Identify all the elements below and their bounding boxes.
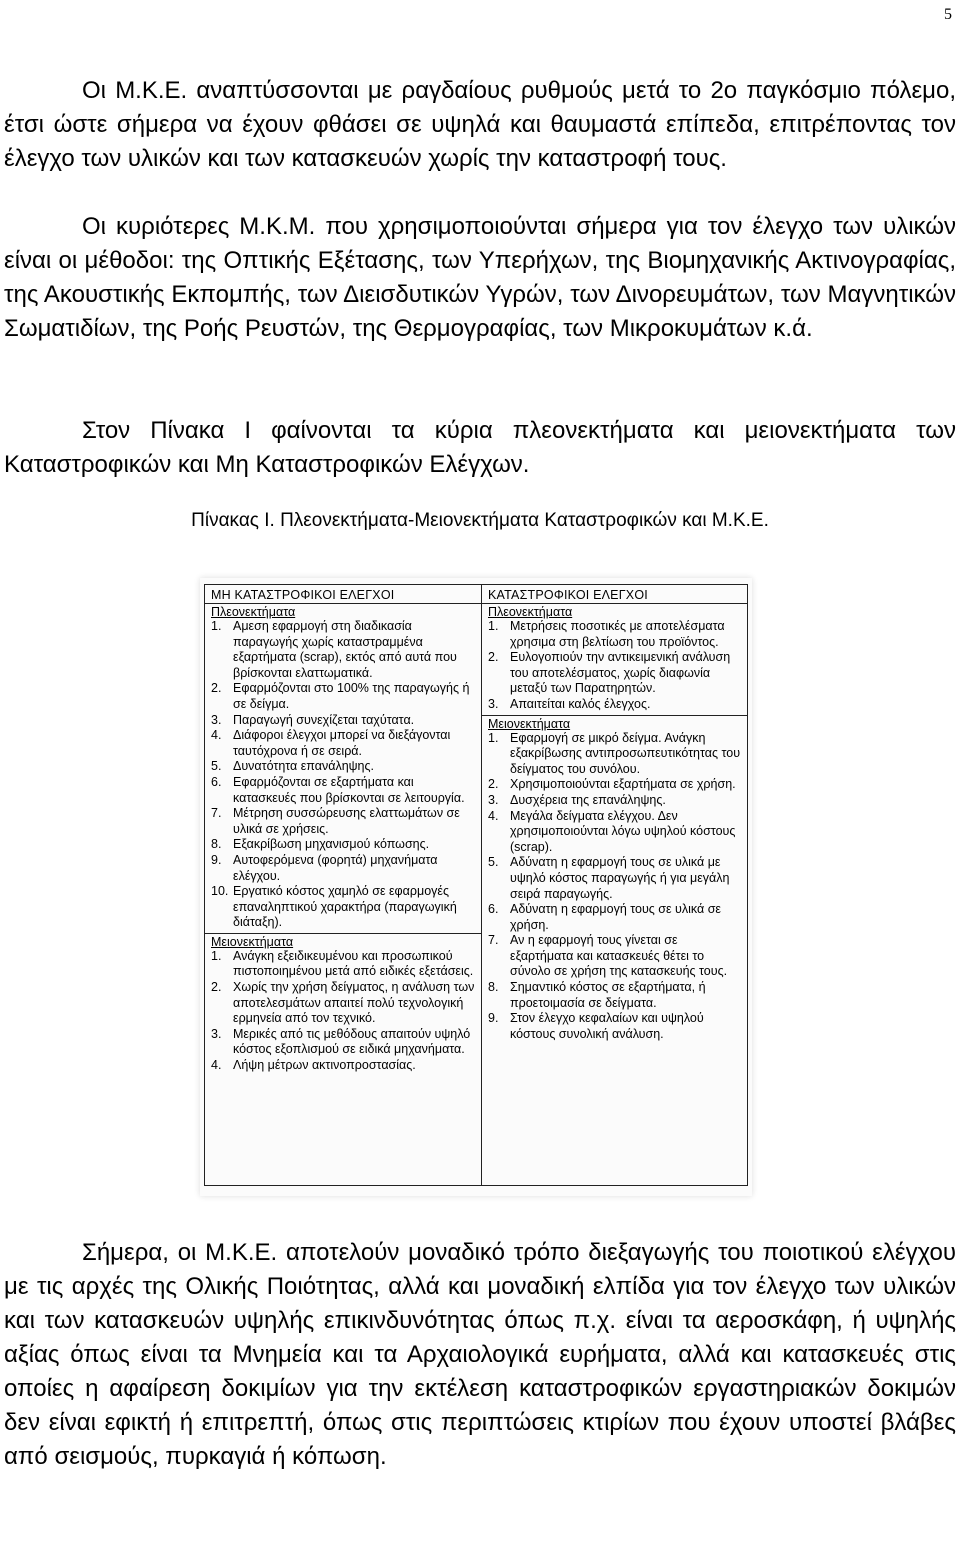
dt-header: ΚΑΤΑΣΤΡΟΦΙΚΟΙ ΕΛΕΓΧΟΙ bbox=[482, 585, 747, 604]
list-item bbox=[211, 980, 475, 1027]
item-number: 6. bbox=[211, 774, 222, 789]
item-text: Εφαρμόζονται στο 100% της παραγωγής ή σε δείγμα. bbox=[233, 681, 470, 711]
item-number: 8. bbox=[211, 837, 222, 852]
item-text: Αν η εφαρμογή τους γίνεται σε εξαρτήματα και κατασκευές θέτει το σύνολο σε χρήση της κατασκευής τους. bbox=[510, 933, 728, 979]
item-text: Εφαρμογή σε μικρό δείγμα. Ανάγκη εξακρίβωσης αντιπροσωπευτικότητας του δείγματος του συνόλου. bbox=[510, 730, 741, 776]
item-text: Χρησιμοποιούνται εξαρτήματα σε χρήση. bbox=[510, 777, 736, 792]
item-number: 4. bbox=[211, 728, 222, 743]
ndt-advantages-label: Πλεονεκτήματα bbox=[211, 605, 296, 619]
list-item bbox=[488, 650, 741, 697]
dt-disadvantages-label: Μειονεκτήματα bbox=[488, 716, 571, 731]
ndt-disadvantages-list bbox=[205, 949, 481, 1074]
list-item bbox=[211, 713, 475, 729]
ndt-disadvantages-label: Μειονεκτήματα bbox=[211, 934, 294, 949]
item-text: Εξακρίβωση μηχανισμού κόπωσης. bbox=[233, 837, 430, 852]
dt-disadvantages-list bbox=[482, 731, 747, 1043]
item-number: 1. bbox=[488, 619, 499, 633]
paragraph-4-text: Σήμερα, οι Μ.Κ.Ε. αποτελούν μοναδικό τρόπο διεξαγωγής του ποιοτικού ελέγχου με τις αρχές της Ολικής Ποιότητας, αλλά και μοναδική ελπίδα για τον έλεγχο των υλικών και των κατασκευών υψηλής επικινδυνότητας όπως π.χ. είναι τα αεροσκάφη, ή υψηλής αξίας όπως είναι τα Μνημεία και τα Αρχαιολογικά ευρήματα, αλλά και κατασκευές στις οποίες η αφαίρεση δοκιμίων για την εκτέλεση καταστροφικών εργαστηριακών δοκιμών δεν είναι εφικτή ή επιτρεπτή, όπως στις περιπτώσεις κτιρίων που έχουν υποστεί βλάβες από σεισμούς, πυρκαγιά ή κόπωση. bbox=[4, 1239, 956, 1470]
list-item bbox=[211, 949, 475, 980]
scanned-table-image bbox=[200, 578, 752, 1196]
comparison-table bbox=[204, 584, 748, 1186]
list-item bbox=[211, 1027, 475, 1058]
item-text: Μερικές από τις μεθόδους απαιτούν υψηλό κόστος εξοπλισμού σε ειδικά μηχανήματα. bbox=[233, 1026, 471, 1057]
paragraph-3-text: Στον Πίνακα Ι φαίνονται τα κύρια πλεονεκτήματα και μειονεκτήματα των Καταστροφικών και Μη Καταστροφικών Ελέγχων. bbox=[4, 417, 956, 478]
item-number: 2. bbox=[211, 681, 222, 696]
item-text: Χωρίς την χρήση δείγματος, η ανάλυση των αποτελεσμάτων απαιτεί πολύ τεχνολογική ερμηνεία από τον τεχνικό. bbox=[233, 980, 475, 1026]
list-item bbox=[488, 777, 741, 793]
list-item bbox=[488, 793, 741, 809]
list-item bbox=[488, 980, 741, 1011]
list-item bbox=[211, 681, 475, 712]
list-item bbox=[211, 1058, 475, 1074]
item-text: Εφαρμόζονται σε εξαρτήματα και κατασκευές που βρίσκονται σε λειτουργία. bbox=[233, 774, 465, 805]
dt-advantages-label: Πλεονεκτήματα bbox=[488, 605, 573, 619]
list-item bbox=[488, 855, 741, 902]
list-item bbox=[488, 619, 741, 650]
item-text: Απαιτείται καλός έλεγχος. bbox=[510, 696, 651, 711]
paragraph-1 bbox=[4, 74, 956, 176]
item-number: 3. bbox=[488, 696, 499, 711]
item-number: 3. bbox=[488, 792, 499, 807]
list-item bbox=[211, 728, 475, 759]
item-number: 2. bbox=[488, 650, 499, 665]
item-number: 6. bbox=[488, 902, 499, 917]
item-number: 1. bbox=[211, 619, 222, 633]
item-number: 5. bbox=[488, 855, 499, 870]
item-number: 2. bbox=[488, 777, 499, 792]
item-number: 9. bbox=[211, 852, 222, 867]
list-item bbox=[211, 619, 475, 681]
item-text: Αδύνατη η εφαρμογή τους σε υλικά με υψηλό κόστος παραγωγής ή για μεγάλη σειρά παραγωγής. bbox=[510, 855, 730, 901]
item-text: Δυνατότητα επανάληψης. bbox=[233, 759, 375, 774]
item-number: 1. bbox=[211, 948, 222, 963]
list-item bbox=[211, 759, 475, 775]
item-number: 4. bbox=[488, 808, 499, 823]
item-number: 10. bbox=[211, 884, 229, 899]
item-text: Αυτοφερόμενα (φορητά) μηχανήματα ελέγχου. bbox=[233, 852, 438, 883]
item-text: Σημαντικό κόστος σε εξαρτήματα, ή προετοιμασία σε δείγματα. bbox=[510, 980, 706, 1010]
item-text: Δυσχέρεια της επανάληψης. bbox=[510, 792, 666, 807]
item-text: Ανάγκη εξειδικευμένου και προσωπικού πιστοποιημένου μετά από ειδικές εξετάσεις. bbox=[233, 948, 474, 979]
paragraph-4 bbox=[4, 1236, 956, 1474]
ndt-header: ΜΗ ΚΑΤΑΣΤΡΟΦΙΚΟΙ ΕΛΕΓΧΟΙ bbox=[205, 585, 481, 604]
paragraph-2 bbox=[4, 210, 956, 346]
item-text: Μέτρηση συσσώρευσης ελαττωμάτων σε υλικά σε χρήσεις. bbox=[233, 806, 460, 836]
list-item bbox=[488, 697, 741, 713]
item-text: Αδύνατη η εφαρμογή τους σε υλικά σε χρήση. bbox=[510, 902, 721, 932]
item-text: Ευλογοπιούν την αντικειμενική ανάλυση του αποτελέσματος, χωρίς διαφωνία μεταξύ των Παρατηρητών. bbox=[510, 650, 731, 696]
item-text: Παραγωγή συνεχίζεται ταχύτατα. bbox=[233, 712, 415, 727]
page-number: 5 bbox=[944, 6, 952, 23]
dt-advantages-list bbox=[482, 619, 747, 713]
item-text: Στον έλεγχο κεφαλαίων και υψηλού κόστους συνολική ανάλυση. bbox=[510, 1011, 704, 1041]
item-number: 1. bbox=[488, 730, 499, 745]
item-number: 8. bbox=[488, 980, 499, 995]
item-text: Διάφοροι έλεγχοι μπορεί να διεξάγονται ταυτόχρονα ή σε σειρά. bbox=[233, 728, 451, 758]
list-item bbox=[488, 809, 741, 856]
item-number: 7. bbox=[211, 806, 222, 821]
ndt-column bbox=[205, 585, 482, 1185]
item-text: Μετρήσεις ποσοτικές με αποτελέσματα χρησιμα στη βελτίωση του προϊόντος. bbox=[510, 619, 725, 649]
item-text: Εργατικό κόστος χαμηλό σε εφαρμογές επαναληπτικού χαρακτήρα (παραγωγική διάταξη). bbox=[233, 884, 457, 930]
item-text: Λήψη μέτρων ακτινοπροστασίας. bbox=[233, 1058, 416, 1073]
list-item bbox=[211, 853, 475, 884]
list-item bbox=[488, 1011, 741, 1042]
item-number: 5. bbox=[211, 759, 222, 774]
list-item bbox=[211, 837, 475, 853]
list-item bbox=[211, 884, 475, 931]
dt-column bbox=[482, 585, 747, 1185]
list-item bbox=[488, 933, 741, 980]
item-number: 3. bbox=[211, 712, 222, 727]
list-item bbox=[488, 731, 741, 778]
item-text: Αμεση εφαρμογή στη διαδικασία παραγωγής χωρίς καταστραμμένα εξαρτήματα (scrap), εκτός από αυτά που βρίσκονται ελαττωματικά. bbox=[233, 619, 457, 680]
list-item bbox=[211, 806, 475, 837]
paragraph-3 bbox=[4, 414, 956, 482]
paragraph-2-text: Οι κυριότερες Μ.Κ.Μ. που χρησιμοποιούνται σήμερα για τον έλεγχο των υλικών είναι οι μέθοδοι: της Οπτικής Εξέτασης, των Υπερήχων, της Βιομηχανικής Ακτινογραφίας, της Ακουστικής Εκπομπής, των Διεισδυτικών Υγρών, των Δινορευμάτων, των Μαγνητικών Σωματιδίων, της Ροής Ρευστών, της Θερμογραφίας, των Μικροκυμάτων κ.ά. bbox=[4, 213, 956, 342]
item-number: 9. bbox=[488, 1011, 499, 1026]
item-text: Μεγάλα δείγματα ελέγχου. Δεν χρησιμοποιούνται λόγω υψηλού κόστους (scrap). bbox=[510, 808, 736, 854]
table-caption: Πίνακας Ι. Πλεονεκτήματα-Μειονεκτήματα Καταστροφικών και Μ.Κ.Ε. bbox=[191, 510, 769, 531]
list-item bbox=[211, 775, 475, 806]
item-number: 4. bbox=[211, 1058, 222, 1073]
paragraph-1-text: Οι Μ.Κ.Ε. αναπτύσσονται με ραγδαίους ρυθμούς μετά το 2ο παγκόσμιο πόλεμο, έτσι ώστε σήμερα να έχουν φθάσει σε υψηλά και θαυμαστά επίπεδα, επιτρέποντας τον έλεγχο των υλικών και των κατασκευών χωρίς την καταστροφή τους. bbox=[4, 77, 956, 172]
item-number: 3. bbox=[211, 1026, 222, 1041]
list-item bbox=[488, 902, 741, 933]
ndt-advantages-list bbox=[205, 619, 481, 931]
item-number: 2. bbox=[211, 980, 222, 995]
item-number: 7. bbox=[488, 933, 499, 948]
